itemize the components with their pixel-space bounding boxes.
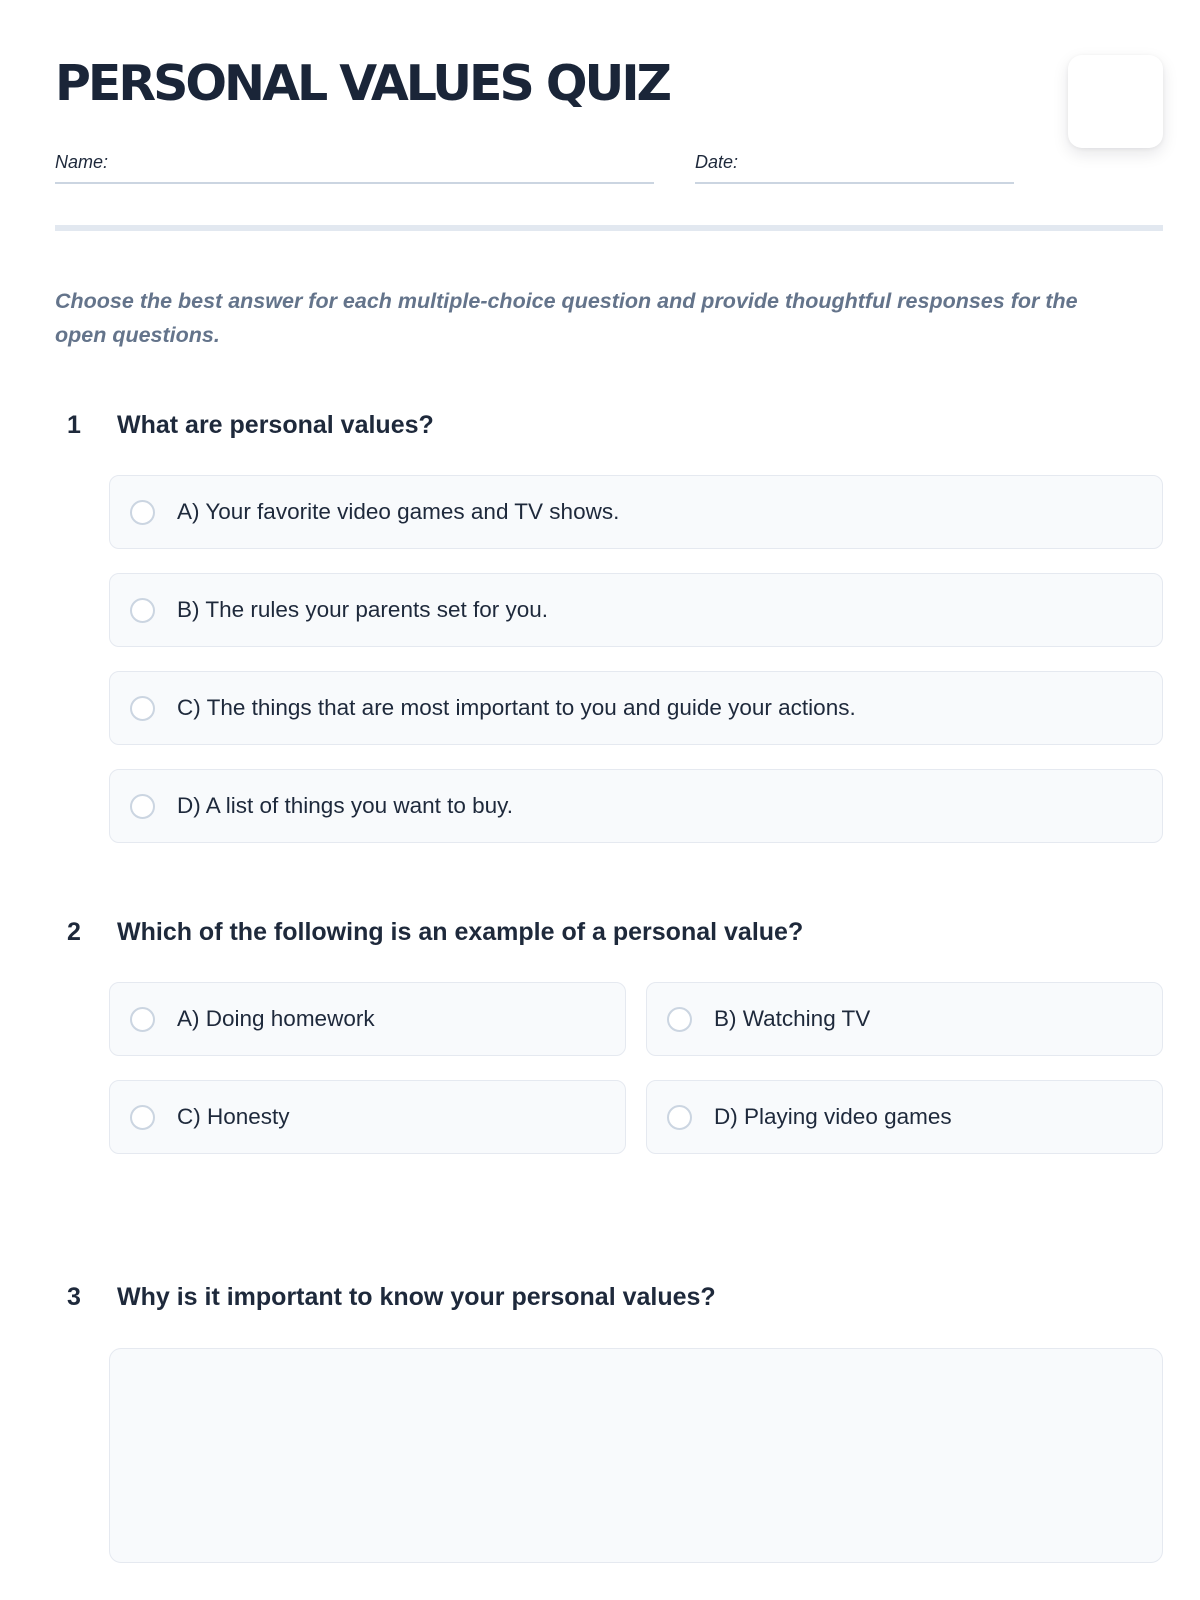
question-number: 3 — [67, 1283, 81, 1311]
option-2c[interactable] — [109, 1080, 626, 1154]
option-2d[interactable] — [646, 1080, 1163, 1154]
option-label: C) The things that are most important to you and guide your actions. — [177, 695, 856, 720]
option-label: B) The rules your parents set for you. — [177, 597, 549, 622]
question-number: 2 — [67, 918, 81, 946]
option-2a[interactable] — [109, 982, 626, 1056]
option-1a[interactable] — [109, 475, 1163, 549]
option-label: A) Your favorite video games and TV shows. — [177, 499, 620, 524]
radio-button-icon[interactable] — [667, 1105, 692, 1130]
corner-card — [1068, 55, 1163, 148]
radio-button-icon[interactable] — [667, 1007, 692, 1032]
question-text: Why is it important to know your personal values? — [117, 1283, 716, 1311]
option-2b[interactable] — [646, 982, 1163, 1056]
option-label: B) Watching TV — [714, 1006, 871, 1031]
option-1c[interactable] — [109, 671, 1163, 745]
option-label: A) Doing homework — [177, 1006, 375, 1031]
radio-button-icon[interactable] — [130, 1007, 155, 1032]
radio-button-icon[interactable] — [130, 794, 155, 819]
option-1d[interactable] — [109, 769, 1163, 843]
question-text: Which of the following is an example of a personal value? — [117, 918, 804, 946]
date-label: Date: — [695, 152, 739, 172]
radio-button-icon[interactable] — [130, 500, 155, 525]
instructions: Choose the best answer for each multiple-choice question and provide thoughtful responses for the open questions. — [55, 289, 1078, 347]
radio-button-icon[interactable] — [130, 1105, 155, 1130]
question-number: 1 — [67, 411, 81, 439]
option-label: D) Playing video games — [714, 1104, 952, 1129]
name-field[interactable] — [55, 146, 654, 184]
question-text: What are personal values? — [117, 411, 434, 439]
option-label: C) Honesty — [177, 1104, 290, 1129]
name-label: Name: — [55, 152, 109, 172]
radio-button-icon[interactable] — [130, 696, 155, 721]
page-title: PERSONAL VALUES QUIZ — [55, 55, 670, 112]
option-label: D) A list of things you want to buy. — [177, 793, 514, 818]
option-1b[interactable] — [109, 573, 1163, 647]
date-field[interactable] — [695, 146, 1014, 184]
answer-textarea[interactable] — [109, 1348, 1163, 1563]
header-divider — [55, 225, 1163, 231]
radio-button-icon[interactable] — [130, 598, 155, 623]
